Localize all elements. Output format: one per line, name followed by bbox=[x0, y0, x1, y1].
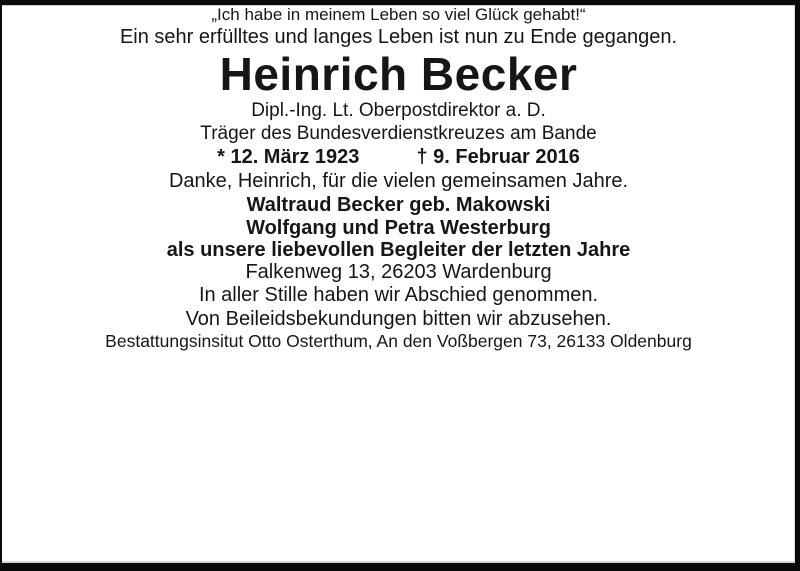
farewell-line-2: Von Beileidsbekundungen bitten wir abzusehen. bbox=[185, 308, 612, 330]
deceased-title-line-1: Dipl.-Ing. Lt. Oberpostdirektor a. D. bbox=[251, 100, 546, 121]
deceased-title-line-2: Träger des Bundesverdienstkreuzes am Bande bbox=[200, 123, 597, 144]
mourners-companions-line-2: als unsere liebevollen Begleiter der letzten Jahre bbox=[166, 239, 631, 261]
mourners-companions-line-1: Wolfgang und Petra Westerburg bbox=[246, 217, 551, 239]
birth-date: * 12. März 1923 bbox=[217, 146, 360, 168]
life-dates bbox=[2, 145, 795, 169]
thanks-line: Danke, Heinrich, für die vielen gemeinsamen Jahre. bbox=[168, 170, 629, 192]
death-date: † 9. Februar 2016 bbox=[416, 146, 580, 168]
mourner-widow: Waltraud Becker geb. Makowski bbox=[246, 194, 551, 216]
deceased-name: Heinrich Becker bbox=[219, 48, 578, 100]
funeral-home-line: Bestattungsinsitut Otto Osterthum, An den Voßbergen 73, 26133 Oldenburg bbox=[105, 331, 692, 351]
address-line: Falkenweg 13, 26203 Wardenburg bbox=[245, 261, 552, 283]
farewell-line-1: In aller Stille haben wir Abschied genommen. bbox=[198, 284, 599, 306]
quote-line: „Ich habe in meinem Leben so viel Glück gehabt!“ bbox=[211, 5, 586, 24]
intro-line: Ein sehr erfülltes und langes Leben ist nun zu Ende gegangen. bbox=[119, 26, 678, 48]
